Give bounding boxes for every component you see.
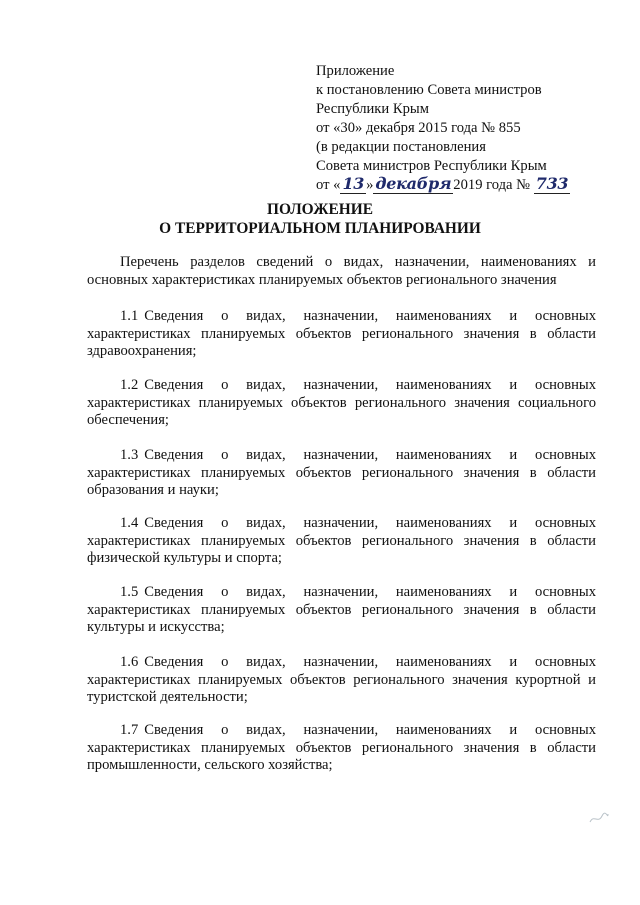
list-item: 1.4 Сведения о видах, назначении, наименованиях и основных характеристиках планируемых объектов регионального значения в области физической культуры и спорта;	[87, 515, 596, 566]
header-line-5: (в редакции постановления	[316, 139, 486, 155]
document-title: ПОЛОЖЕНИЕ	[267, 201, 373, 218]
handwritten-day: 13	[342, 174, 365, 193]
list-item: 1.7 Сведения о видах, назначении, наименованиях и основных характеристиках планируемых объектов регионального значения в области промышленности, сельского хозяйства;	[87, 722, 596, 773]
intro-paragraph: Перечень разделов сведений о видах, назначении, наименованиях и основных характеристиках планируемых объектов регионального значения	[87, 254, 596, 288]
date-year: 2019 года №	[453, 177, 531, 193]
header-line-4: от «30» декабря 2015 года № 855	[316, 120, 521, 136]
handwritten-month: декабря	[375, 174, 452, 193]
header-line-6: Совета министров Республики Крым	[316, 158, 547, 174]
date-prefix: от «	[316, 177, 341, 193]
header-line-3: Республики Крым	[316, 101, 429, 117]
date-mid: »	[366, 177, 374, 193]
list-item: 1.3 Сведения о видах, назначении, наименованиях и основных характеристиках планируемых объектов регионального значения в области образования и науки;	[87, 447, 596, 498]
list-item: 1.2 Сведения о видах, назначении, наименованиях и основных характеристиках планируемых объектов регионального значения социального обеспечения;	[87, 377, 596, 428]
list-item: 1.1 Сведения о видах, назначении, наименованиях и основных характеристиках планируемых объектов регионального значения в области здравоохранения;	[87, 308, 596, 359]
appendix-header	[316, 62, 616, 195]
header-line-2: к постановлению Совета министров	[316, 82, 542, 98]
header-line-1: Приложение	[316, 63, 395, 79]
scan-artifact-icon	[588, 810, 610, 826]
list-item: 1.6 Сведения о видах, назначении, наименованиях и основных характеристиках планируемых объектов регионального значения курортной и туристской деятельности;	[87, 654, 596, 705]
list-item: 1.5 Сведения о видах, назначении, наименованиях и основных характеристиках планируемых объектов регионального значения в области культуры и искусства;	[87, 584, 596, 635]
document-subtitle: О ТЕРРИТОРИАЛЬНОМ ПЛАНИРОВАНИИ	[159, 220, 481, 237]
handwritten-number: 733	[535, 174, 569, 193]
header-line-7	[316, 176, 616, 195]
